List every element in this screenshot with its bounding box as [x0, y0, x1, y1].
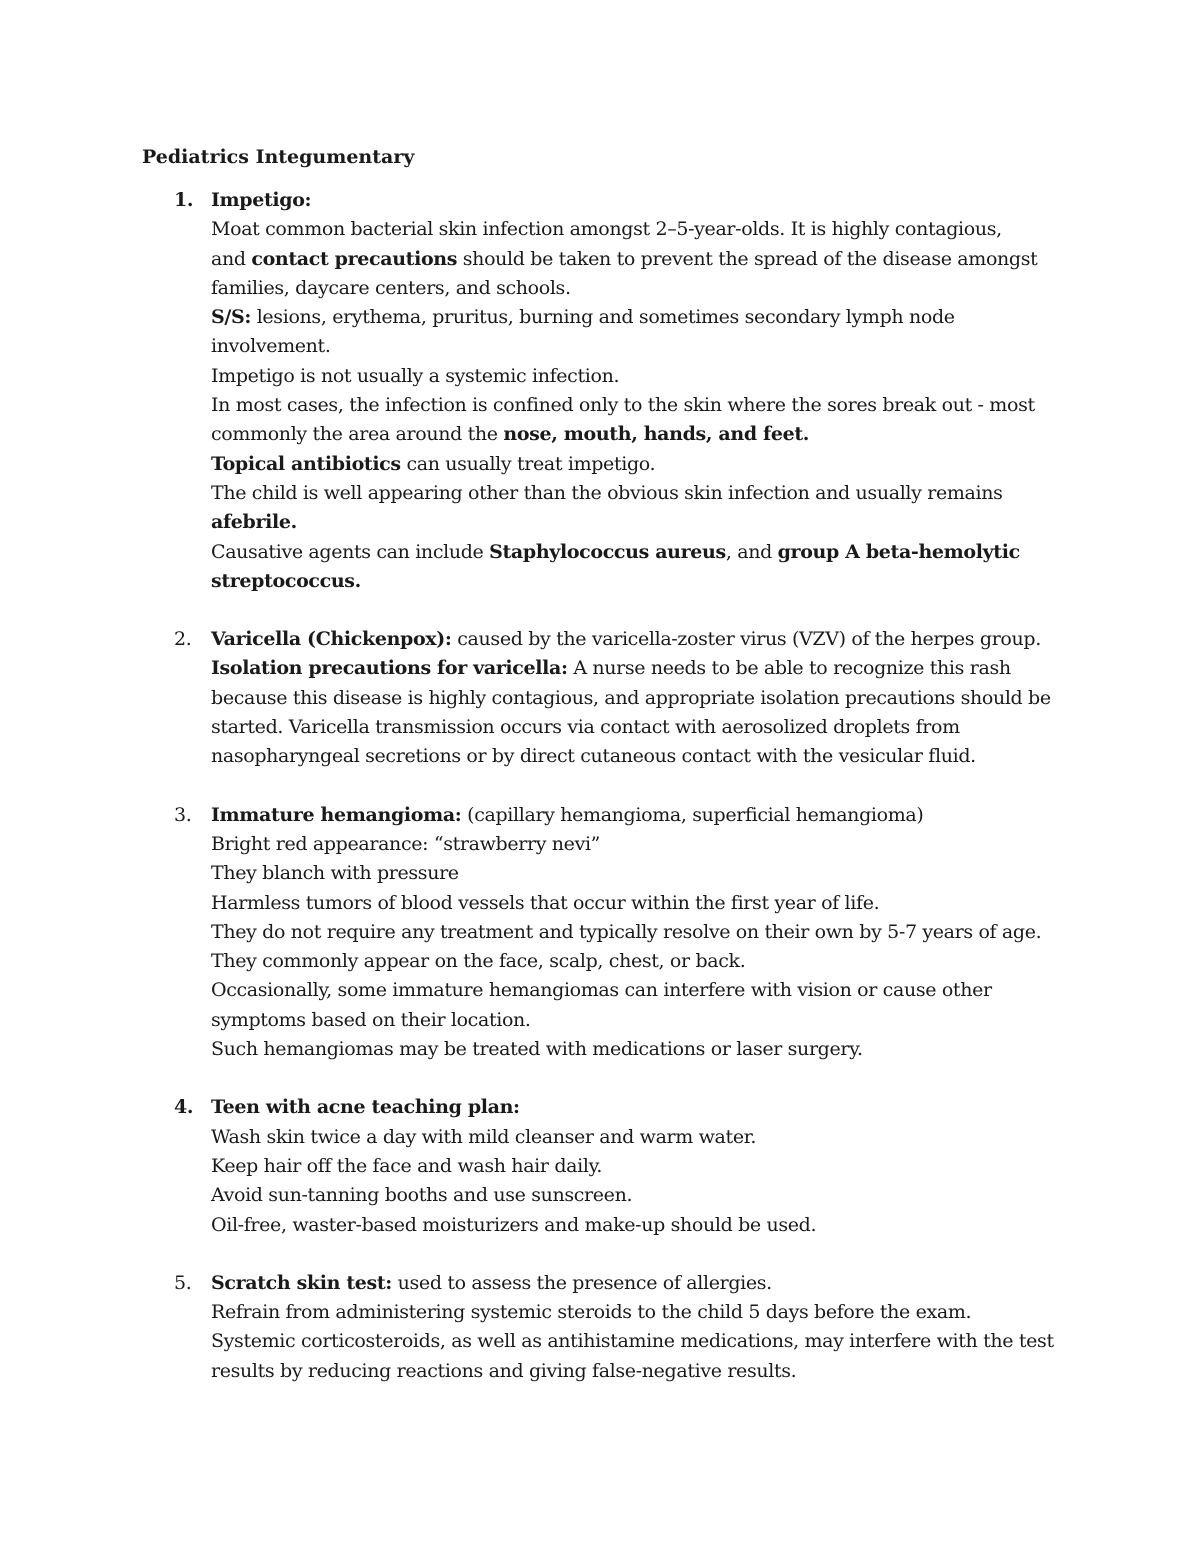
text-line	[211, 303, 1082, 332]
text-run: commonly the area around the	[211, 423, 504, 446]
bold-term: nose, mouth, hands, and feet.	[503, 423, 810, 446]
text-line: Such hemangiomas may be treated with medications or laser surgery.	[211, 1038, 863, 1061]
text-line	[211, 420, 1082, 449]
bold-term: S/S:	[211, 306, 251, 329]
topic-list	[142, 186, 1082, 1415]
text-line: They do not require any treatment and typically resolve on their own by 5-7 years of age.	[211, 920, 1042, 943]
text-line: families, daycare centers, and schools.	[211, 276, 571, 299]
list-item-varicella	[142, 625, 1082, 771]
text-run: Causative agents can include	[211, 540, 490, 563]
text-line: nasopharyngeal secretions or by direct cutaneous contact with the vesicular fluid.	[211, 745, 976, 768]
text-line: They blanch with pressure	[211, 862, 459, 885]
item-heading-line	[211, 1093, 1082, 1122]
item-number: 1.	[174, 189, 194, 211]
text-line: Occasionally, some immature hemangiomas can interfere with vision or cause other	[211, 979, 992, 1002]
text-run: lesions, erythema, pruritus, burning and sometimes secondary lymph node	[251, 306, 955, 329]
text-line: Oil-free, waster-based moisturizers and make-up should be used.	[211, 1213, 817, 1236]
item-number: 2.	[174, 628, 192, 651]
text-run: caused by the varicella-zoster virus (VZV) of the herpes group.	[451, 628, 1041, 651]
list-item-hemangioma	[142, 801, 1082, 1065]
text-line: Systemic corticosteroids, as well as antihistamine medications, may interfere with the test	[211, 1330, 1054, 1353]
bold-term: streptococcus.	[211, 569, 361, 592]
item-heading: Teen with acne teaching plan:	[211, 1096, 520, 1119]
text-line: because this disease is highly contagious, and appropriate isolation precautions should be	[211, 686, 1051, 709]
text-line: They commonly appear on the face, scalp, chest, or back.	[211, 950, 746, 973]
text-line: symptoms based on their location.	[211, 1008, 531, 1031]
bold-term: afebrile.	[211, 511, 297, 534]
text-line: results by reducing reactions and giving false-negative results.	[211, 1359, 797, 1382]
page-title: Pediatrics Integumentary	[142, 146, 415, 168]
text-line: Refrain from administering systemic steroids to the child 5 days before the exam.	[211, 1301, 972, 1324]
text-line	[211, 245, 1082, 274]
item-heading-line	[211, 186, 1082, 215]
item-heading: Varicella (Chickenpox):	[211, 628, 452, 651]
list-item-acne	[142, 1093, 1082, 1239]
text-line	[211, 654, 1082, 683]
text-line	[211, 625, 1082, 654]
text-line: Moat common bacterial skin infection amongst 2–5-year-olds. It is highly contagious,	[211, 218, 1002, 241]
list-item-impetigo	[142, 186, 1082, 596]
text-run: should be taken to prevent the spread of the disease amongst	[457, 247, 1038, 270]
bold-term: group A beta-hemolytic	[777, 540, 1020, 563]
text-line: involvement.	[211, 335, 331, 358]
bold-term: contact precautions	[251, 247, 458, 270]
text-run: and	[211, 247, 252, 270]
text-line	[211, 567, 1082, 596]
list-item-scratch-test	[142, 1269, 1082, 1386]
item-number: 4.	[174, 1096, 194, 1119]
bold-term: Topical antibiotics	[211, 452, 401, 475]
text-line	[211, 801, 1082, 830]
text-run: A nurse needs to be able to recognize this rash	[567, 657, 1011, 680]
text-line: started. Varicella transmission occurs via contact with aerosolized droplets from	[211, 716, 960, 739]
item-number: 5.	[174, 1271, 192, 1294]
text-line	[211, 450, 1082, 479]
text-line: In most cases, the infection is confined only to the skin where the sores break out - most	[211, 394, 1035, 417]
text-line: Avoid sun-tanning booths and use sunscreen.	[211, 1184, 633, 1207]
text-line: Keep hair off the face and wash hair daily.	[211, 1154, 603, 1177]
text-line: Wash skin twice a day with mild cleanser and warm water.	[211, 1125, 757, 1148]
bold-term: Staphylococcus aureus	[489, 540, 726, 563]
text-line: Impetigo is not usually a systemic infection.	[211, 364, 620, 387]
text-line: Bright red appearance: “strawberry nevi”	[211, 832, 601, 855]
item-heading: Scratch skin test:	[211, 1271, 392, 1294]
text-run: , and	[725, 540, 778, 563]
item-heading: Impetigo:	[211, 189, 312, 211]
text-line: Harmless tumors of blood vessels that occur within the first year of life.	[211, 891, 880, 914]
text-line	[211, 538, 1082, 567]
item-heading: Immature hemangioma:	[211, 803, 462, 826]
text-run: used to assess the presence of allergies.	[391, 1271, 772, 1294]
text-run: can usually treat impetigo.	[400, 452, 656, 475]
text-line	[211, 508, 1082, 537]
bold-term: Isolation precautions for varicella:	[211, 657, 568, 680]
item-number: 3.	[174, 803, 192, 826]
text-run: (capillary hemangioma, superficial hemangioma)	[461, 803, 924, 826]
text-line: The child is well appearing other than the obvious skin infection and usually remains	[211, 481, 1003, 504]
text-line	[211, 1269, 1082, 1298]
